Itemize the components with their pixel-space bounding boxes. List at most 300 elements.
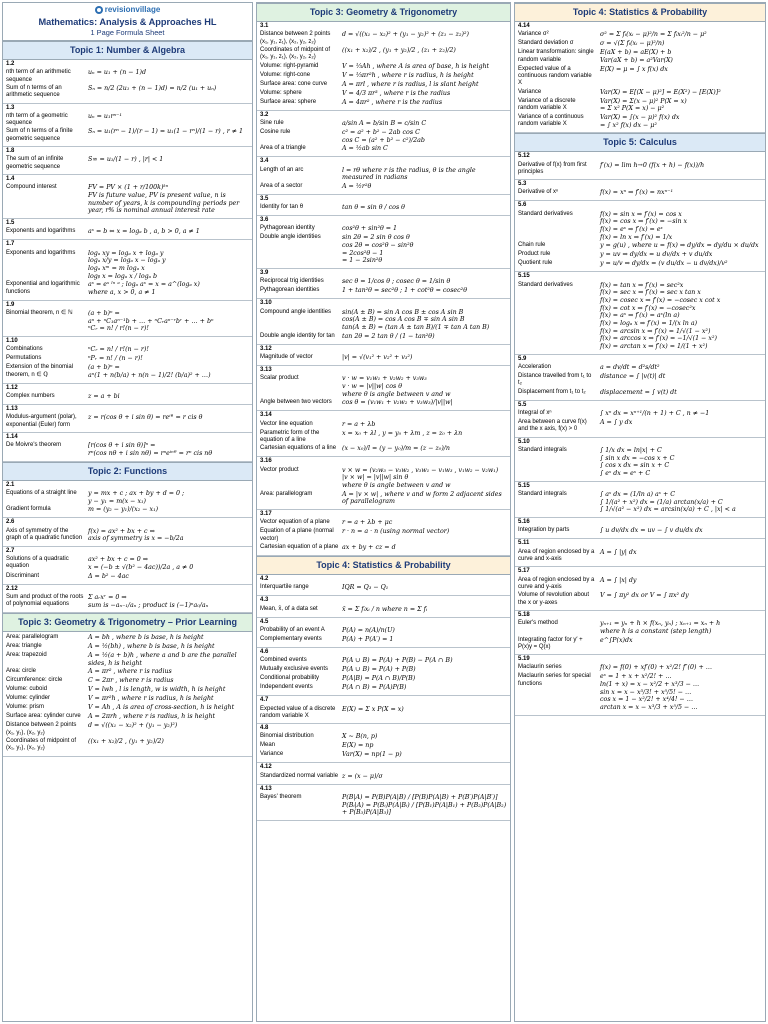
formula-expression: A = 2πrh , where r is radius, h is height: [88, 713, 216, 721]
formula-label: Volume: right-pyramid: [260, 62, 319, 69]
formula-row: [260, 234, 507, 265]
formula-section: [515, 438, 765, 482]
formula-row: [6, 528, 249, 543]
formula-expression: |v| = √(v₁² + v₂² + v₃²): [342, 354, 413, 362]
formula-section: [257, 457, 510, 510]
formula-expression: displacement = ∫ v(t) dt: [600, 388, 677, 396]
formula-row: [518, 66, 762, 88]
formula-row: [260, 90, 507, 98]
section-number: 1.10: [6, 338, 18, 345]
sheet-header: [3, 3, 252, 41]
formula-label: Identity for tan θ: [260, 204, 304, 211]
formula-row: [518, 577, 762, 592]
formula-row: [260, 445, 507, 453]
formula-row: [518, 114, 762, 129]
section-number: 5.5: [518, 401, 527, 408]
formula-section: [515, 482, 765, 518]
formula-row: [260, 183, 507, 191]
formula-expression: tan θ = sin θ / cos θ: [342, 204, 405, 212]
formula-label: Area between a curve f(x) and the x axis, f(x) > 0: [518, 419, 587, 433]
formula-label: Surface area: cone curve: [260, 80, 328, 87]
formula-label: Cartesian equation of a plane: [260, 543, 339, 550]
formula-section: [3, 175, 252, 219]
formula-row: [518, 673, 762, 711]
formula-section: [257, 157, 510, 195]
formula-expression: a = dv/dt = d²s/dt²: [600, 364, 660, 372]
formula-expression: FV = PV × (1 + r/100k)ᵏⁿ FV is future value, PV is present value, n is number of years, k is compounding periods per year, r% is nominal annual interest rate: [88, 184, 240, 215]
formula-label: Combinations: [6, 346, 43, 353]
column-1-body: [3, 41, 252, 757]
formula-expression: A = ½r²θ: [342, 182, 372, 190]
formula-row: [518, 373, 762, 388]
formula-row: [260, 278, 507, 286]
formula-row: [260, 287, 507, 295]
formula-row: [260, 666, 507, 674]
formula-row: [6, 228, 249, 236]
section-number: 5.16: [518, 519, 530, 526]
formula-row: [260, 167, 507, 182]
section-number: 1.14: [6, 433, 18, 440]
section-number: 5.11: [518, 540, 530, 547]
formula-expression: V = ⅓πr²h , where r is radius, h is height: [342, 71, 474, 79]
formula-row: [260, 636, 507, 644]
formula-label: Derivative of xⁿ: [518, 189, 559, 196]
formula-row: [260, 99, 507, 107]
formula-label: Mutually exclusive events: [260, 666, 329, 673]
formula-label: Distance travelled from t₁ to t₂: [518, 373, 592, 387]
formula-label: Linear transformation: single random variable: [518, 49, 594, 63]
formula-row: [518, 549, 762, 564]
formula-row: [6, 85, 249, 100]
formula-row: [518, 419, 762, 434]
section-number: 4.3: [260, 597, 269, 604]
formula-row: [6, 738, 249, 753]
section-number: 1.2: [6, 60, 15, 67]
formula-row: [260, 684, 507, 692]
formula-expression: ((x₁ + x₂)/2 , (y₁ + y₂)/2 , (z₁ + z₂)/2): [342, 46, 456, 54]
topic-heading: Topic 1: Number & Algebra: [3, 41, 252, 60]
formula-expression: Var(X) = Σ(x − μ)² P(X = x) = Σ x² P(X = x) − μ²: [600, 97, 687, 113]
formula-row: [518, 491, 762, 514]
formula-section: [515, 152, 765, 180]
formula-expression: A = ½(bh) , where b is base, h is height: [88, 643, 215, 651]
formula-expression: ax + by + cz = d: [342, 543, 396, 551]
formula-row: [260, 309, 507, 332]
formula-row: [518, 89, 762, 97]
formula-row: [260, 145, 507, 153]
formula-section: [3, 632, 252, 757]
formula-label: Probability of an event A: [260, 626, 325, 633]
formula-section: [3, 337, 252, 384]
formula-label: Variance of a continuous random variable X: [518, 113, 584, 128]
formula-label: Surface area: sphere: [260, 98, 317, 105]
formula-expression: Sₙ = n/2 (2u₁ + (n − 1)d) = n/2 (u₁ + uₙ): [88, 84, 217, 92]
formula-expression: σ = √(Σ fᵢ(xᵢ − μ)²/n): [600, 40, 665, 48]
formula-section: [257, 411, 510, 457]
formula-section: [3, 481, 252, 519]
formula-row: [518, 260, 762, 268]
formula-label: Standard deviation σ: [518, 40, 574, 47]
formula-label: Mean, x̄, of a data set: [260, 605, 318, 612]
formula-label: Sum and product of the roots of polynomial equations: [6, 593, 84, 608]
formula-expression: r = a + λb + μc: [342, 519, 393, 527]
formula-section: [257, 366, 510, 411]
formula-expression: A = ∫ |y| dx: [600, 548, 637, 556]
formula-label: Exponential and logarithmic functions: [6, 281, 80, 295]
formula-label: Double angle identity for tan: [260, 332, 335, 339]
formula-section: [3, 219, 252, 240]
section-number: 5.12: [518, 153, 530, 160]
formula-expression: x = x₀ + λl , y = y₀ + λm , z = z₀ + λn: [342, 429, 463, 437]
section-number: 3.17: [260, 511, 272, 518]
formula-expression: distance = ∫ |v(t)| dt: [600, 373, 666, 381]
formula-row: [6, 364, 249, 379]
formula-row: [260, 544, 507, 552]
formula-label: Sum of n terms of a finite geometric sequence: [6, 128, 73, 142]
formula-expression: P(A) + P(A′) = 1: [342, 635, 394, 643]
formula-section: [515, 539, 765, 567]
formula-label: Complex numbers: [6, 392, 55, 399]
formula-label: Coordinates of midpoint of (x₁, y₁), (x₂, y₂): [6, 738, 77, 752]
formula-expression: eˣ = 1 + x + x²/2! + … ln(1 + x) = x − x²/2 + x³/3 − … sin x = x − x³/3! + x⁵/5! − … cos x = 1 − x²/2! + x⁴/4! − … arctan x = x − x³/3 + x⁵/5 − …: [600, 673, 700, 712]
section-number: 4.13: [260, 785, 272, 792]
formula-label: Area: triangle: [6, 643, 42, 650]
section-number: 4.7: [260, 697, 269, 704]
brand-name: revisionvillage: [104, 5, 161, 14]
formula-label: Vector equation of a plane: [260, 519, 330, 526]
formula-label: Mean: [260, 742, 276, 749]
formula-label: Variance σ²: [518, 31, 549, 38]
formula-row: [260, 120, 507, 128]
formula-row: [260, 751, 507, 759]
formula-expression: P(B|A) = P(B)P(A|B) / [P(B)P(A|B) + P(B′)P(A|B′)] P(Bᵢ|A) = P(Bᵢ)P(A|Bᵢ) / [P(B₁)P(A|B₁) + P(B₂)P(A|B₂) + P(B₃)P(A|B₃)]: [342, 794, 507, 817]
formula-label: Bayes' theorem: [260, 794, 302, 801]
formula-section: [257, 216, 510, 269]
section-number: 5.15: [518, 482, 530, 489]
section-number: 3.13: [260, 367, 272, 374]
formula-row: [260, 706, 507, 721]
formula-row: [6, 346, 249, 354]
formula-row: [260, 225, 507, 233]
formula-label: Variance of a discrete random variable X: [518, 97, 576, 111]
formula-label: nth term of an arithmetic sequence: [6, 69, 71, 83]
section-number: 3.1: [260, 22, 269, 29]
formula-expression: v × w = (v₂w₃ − v₃w₂ , v₃w₁ − v₁w₃ , v₁w₂ − v₂w₁) |v × w| = |v||w| sin θ where θ is angle between v and w: [342, 466, 499, 490]
formula-section: [3, 147, 252, 175]
formula-expression: y = u/v ⇒ dy/dx = (v du/dx − u dv/dx)/v²: [600, 260, 728, 268]
formula-label: Expected value of a continuous random variable X: [518, 65, 592, 87]
formula-label: Pythagorean identity: [260, 225, 315, 232]
formula-label: Binomial theorem, n ∈ ℕ: [6, 310, 73, 316]
formula-expression: d = √((x₁ − x₂)² + (y₁ − y₂)²): [88, 722, 178, 730]
formula-label: Area of a sector: [260, 182, 303, 189]
formula-label: Parametric form of the equation of a line: [260, 429, 320, 444]
formula-label: Equation of a plane (normal vector): [260, 528, 334, 542]
formula-row: [518, 162, 762, 177]
formula-label: Area: trapezoid: [6, 652, 47, 659]
formula-row: [6, 594, 249, 609]
formula-label: Area: parallelogram: [260, 490, 313, 497]
formula-label: Compound angle identities: [260, 308, 332, 315]
formula-label: Integration by parts: [518, 527, 570, 534]
section-number: 3.16: [260, 458, 272, 465]
formula-row: [6, 442, 249, 457]
formula-label: Conditional probability: [260, 675, 320, 682]
formula-expression: f(x) = ax² + bx + c ⇒ axis of symmetry is x = −b/2a: [88, 527, 184, 543]
section-number: 2.7: [6, 547, 15, 554]
formula-row: [6, 722, 249, 737]
formula-label: Sum of n terms of an arithmetic sequence: [6, 84, 62, 99]
section-number: 1.4: [6, 176, 15, 183]
formula-expression: 1 + tan²θ = sec²θ ; 1 + cot²θ = cosec²θ: [342, 287, 467, 295]
section-number: 5.3: [518, 181, 527, 188]
formula-expression: P(A ∩ B) = P(A)P(B): [342, 684, 407, 692]
formula-expression: cos²θ + sin²θ = 1: [342, 225, 398, 233]
formula-expression: A = ½ab sin C: [342, 145, 388, 153]
formula-row: [518, 242, 762, 250]
formula-label: Combined events: [260, 657, 307, 664]
formula-row: [6, 686, 249, 694]
section-number: 4.14: [518, 22, 530, 29]
formula-expression: y = g(u) , where u = f(x) ⇒ dy/dx = dy/du × du/dx: [600, 242, 759, 250]
formula-expression: C = 2πr , where r is radius: [88, 677, 174, 685]
formula-row: [518, 282, 762, 351]
formula-row: [260, 606, 507, 614]
formula-label: Modulus-argument (polar), exponential (Euler) form: [6, 414, 77, 428]
formula-expression: tan 2θ = 2 tan θ / (1 − tan²θ): [342, 332, 435, 340]
formula-expression: ∫ aˣ dx = (1/ln a) aˣ + C ∫ 1/(a² + x²) dx = (1/a) arctan(x/a) + C ∫ 1/√(a² − x²) dx = arcsin(x/a) + C , |x| < a: [600, 491, 736, 514]
formula-expression: y = uv ⇒ dy/dx = u dv/dx + v du/dx: [600, 251, 713, 259]
formula-expression: uₙ = u₁ + (n − 1)d: [88, 69, 147, 77]
formula-expression: cos θ = (v₁w₁ + v₂w₂ + v₃w₃)/|v||w|: [342, 399, 453, 407]
formula-expression: A = ∫ |x| dy: [600, 576, 637, 584]
formula-row: [6, 184, 249, 215]
section-number: 1.7: [6, 241, 15, 248]
formula-expression: A = πrl , where r is radius, l is slant height: [342, 80, 479, 88]
formula-row: [260, 375, 507, 398]
formula-row: [518, 364, 762, 372]
formula-section: [3, 433, 252, 462]
formula-expression: IQR = Q₃ − Q₁: [342, 584, 389, 592]
formula-label: Exponents and logarithms: [6, 228, 76, 235]
formula-expression: d = √((x₁ − x₂)² + (y₁ − y₂)² + (z₁ − z₂)²): [342, 31, 469, 39]
formula-section: [3, 240, 252, 300]
formula-section: [515, 180, 765, 201]
formula-expression: A = ½(a + b)h , where a and b are the parallel sides, h is height: [88, 652, 237, 667]
formula-expression: [r(cos θ + i sin θ)]ⁿ = rⁿ(cos nθ + i sin nθ) = rⁿeⁱⁿᶿ = rⁿ cis nθ: [88, 442, 213, 457]
formula-row: [260, 773, 507, 781]
formula-expression: sin(A ± B) = sin A cos B ± cos A sin B cos(A ± B) = cos A cos B ∓ sin A sin B tan(A ± B) = (tan A ± tan B)/(1 ∓ tan A tan B): [342, 308, 490, 332]
formula-expression: V = ∫ πy² dx or V = ∫ πx² dy: [600, 592, 689, 600]
formula-row: [6, 556, 249, 571]
formula-label: Solutions of a quadratic equation: [6, 556, 69, 570]
formula-row: [260, 47, 507, 62]
formula-label: Chain rule: [518, 242, 546, 249]
formula-section: [3, 384, 252, 405]
formula-label: Exponents and logarithms: [6, 249, 76, 256]
formula-row: [518, 527, 762, 535]
section-number: 1.3: [6, 104, 15, 111]
formula-expression: ((x₁ + x₂)/2 , (y₁ + y₂)/2): [88, 738, 164, 746]
formula-row: [260, 627, 507, 635]
formula-expression: ⁿCᵣ = n! / r!(n − r)!: [88, 346, 149, 354]
formula-label: Circumference: circle: [6, 677, 63, 684]
formula-row: [260, 675, 507, 683]
formula-label: Extension of the binomial theorem, n ∈ ℚ: [6, 364, 74, 378]
formula-expression: Var(X) = E[(X − μ)²] = E(X²) − [E(X)]²: [600, 88, 721, 96]
formula-row: [6, 414, 249, 429]
topic-heading: Topic 3: Geometry & Trigonometry – Prior Learning: [3, 613, 252, 632]
formula-label: Volume: right-cone: [260, 71, 311, 78]
section-number: 5.10: [518, 438, 530, 445]
formula-row: [260, 129, 507, 144]
section-number: 3.12: [260, 345, 272, 352]
formula-label: Compound interest: [6, 184, 57, 191]
section-number: 1.5: [6, 220, 15, 227]
formula-expression: f(x) = xⁿ ⇒ f′(x) = nxⁿ⁻¹: [600, 189, 673, 197]
column-2-body: [257, 3, 510, 821]
formula-expression: z = (x − μ)/σ: [342, 772, 383, 780]
formula-expression: logₐ xy = logₐ x + logₐ y logₐ x/y = logₐ x − logₐ y logₐ xᵐ = m logₐ x logᵦ x = logₐ x / logₐ b: [88, 249, 166, 280]
section-number: 3.14: [260, 412, 272, 419]
formula-label: Volume: prism: [6, 704, 45, 711]
formula-expression: Var(X) = ∫(x − μ)² f(x) dx = ∫ x² f(x) dx − μ²: [600, 113, 680, 129]
formula-expression: c² = a² + b² − 2ab cos C cos C = (a² + b² − c²)/2ab: [342, 128, 425, 144]
formula-row: [260, 333, 507, 341]
formula-expression: E(X) = Σ x P(X = x): [342, 705, 404, 713]
formula-expression: sin 2θ = 2 sin θ cos θ cos 2θ = cos²θ − sin²θ = 2cos²θ − 1 = 1 − 2sin²θ: [342, 234, 414, 265]
topic-heading: Topic 4: Statistics & Probability: [515, 3, 765, 22]
formula-expression: r = a + λb: [342, 420, 376, 428]
formula-section: [515, 201, 765, 272]
formula-label: Expected value of a discrete random variable X: [260, 705, 336, 719]
formula-expression: E(X) = μ = ∫ x f(x) dx: [600, 65, 668, 73]
formula-expression: yₙ₊₁ = yₙ + h × f(xₙ, yₙ) ; xₙ₊₁ = xₙ + h where h is a constant (step length): [600, 620, 721, 635]
formula-expression: ∫ u dv/dx dx = uv − ∫ v du/dx dx: [600, 527, 703, 535]
formula-row: [6, 281, 249, 296]
revisionvillage-logo-icon: [95, 6, 103, 14]
formula-section: [3, 60, 252, 104]
brand: [3, 5, 252, 15]
formula-row: [260, 519, 507, 527]
formula-expression: e^∫P(x)dx: [600, 636, 633, 644]
formula-row: [518, 211, 762, 242]
formula-row: [6, 310, 249, 333]
column-2: [256, 2, 511, 1022]
formula-section: [515, 401, 765, 438]
formula-expression: V = πr²h , where r is radius, h is height: [88, 695, 214, 703]
formula-label: Interquartile range: [260, 584, 309, 591]
formula-expression: x̄ = Σ fᵢxᵢ / n where n = Σ fᵢ: [342, 605, 428, 613]
section-number: 5.9: [518, 355, 527, 362]
formula-row: [6, 393, 249, 401]
formula-expression: (x − x₀)/l = (y − y₀)/m = (z − z₀)/n: [342, 445, 450, 453]
section-number: 3.5: [260, 195, 269, 202]
formula-expression: sec θ = 1/cos θ ; cosec θ = 1/sin θ: [342, 278, 451, 286]
formula-section: [3, 518, 252, 547]
formula-row: [260, 63, 507, 71]
section-number: 5.17: [518, 568, 530, 575]
section-number: 4.6: [260, 648, 269, 655]
formula-label: Surface area: cylinder curve: [6, 713, 81, 720]
formula-row: [260, 31, 507, 46]
formula-label: Area: parallelogram: [6, 634, 59, 641]
formula-label: Maclaurin series: [518, 664, 562, 671]
formula-section: [257, 696, 510, 724]
formula-row: [260, 81, 507, 89]
formula-expression: f(x) = tan x ⇒ f′(x) = sec²x f(x) = sec x ⇒ f′(x) = sec x tan x f(x) = cosec x ⇒ f′(x) = −cosec x cot x f(x) = cot x ⇒ f′(x) = −cosec²x f(x) = aˣ ⇒ f′(x) = aˣ(ln a) f(x) = logₐ x ⇒ f′(x) = 1/(x ln a) f(x) = arcsin x ⇒ f′(x) = 1/√(1 − x²) f(x) = arccos x ⇒ f′(x) = −1/√(1 − x²) f(x) = arctan x ⇒ f′(x) = 1/(1 + x²): [600, 281, 721, 351]
formula-expression: (a + b)ⁿ = aⁿ + ⁿC₁aⁿ⁻¹b + … + ⁿCᵣaⁿ⁻ʳbʳ + … + bⁿ ⁿCᵣ = n! / r!(n − r)!: [88, 310, 214, 333]
formula-row: [6, 506, 249, 514]
formula-label: Gradient formula: [6, 506, 51, 513]
formula-expression: E(aX + b) = aE(X) + b Var(aX + b) = a²Var(X): [600, 49, 673, 64]
formula-row: [6, 668, 249, 676]
section-number: 1.13: [6, 405, 18, 412]
formula-label: Acceleration: [518, 364, 552, 371]
topic-heading: Topic 3: Geometry & Trigonometry: [257, 3, 510, 22]
formula-section: [3, 405, 252, 433]
formula-label: Scalar product: [260, 375, 299, 382]
section-number: 5.15: [518, 273, 530, 280]
formula-label: Axis of symmetry of the graph of a quadratic function: [6, 527, 83, 541]
formula-label: Sine rule: [260, 119, 284, 126]
formula-expression: X ~ B(n, p): [342, 733, 378, 741]
formula-section: [257, 269, 510, 299]
formula-expression: f′(x) = lim h→0 (f(x + h) − f(x))/h: [600, 161, 705, 169]
formula-section: [257, 618, 510, 648]
formula-label: Variance: [518, 88, 542, 95]
formula-label: Standard derivatives: [518, 210, 573, 217]
formula-expression: aˣ = eˣ ˡⁿ ᵃ ; logₐ aˣ = x = a^(logₐ x) where a, x > 0, a ≠ 1: [88, 281, 200, 297]
formula-expression: E(X) = np: [342, 742, 374, 750]
formula-label: Area of a triangle: [260, 145, 306, 152]
formula-label: Standard derivatives: [518, 281, 573, 288]
formula-expression: ∫ xⁿ dx = xⁿ⁺¹/(n + 1) + C , n ≠ −1: [600, 410, 710, 418]
formula-label: Double angle identities: [260, 234, 321, 241]
formula-expression: z = a + bi: [88, 392, 120, 400]
formula-expression: A = 4πr² , where r is the radius: [342, 98, 443, 106]
formula-section: [257, 575, 510, 596]
formula-label: Permutations: [6, 355, 42, 362]
column-3: [514, 2, 766, 1022]
formula-section: [3, 301, 252, 337]
formula-row: [518, 98, 762, 113]
topic-heading: Topic 5: Calculus: [515, 133, 765, 152]
formula-expression: Var(X) = np(1 − p): [342, 751, 402, 759]
formula-expression: uₙ = u₁rⁿ⁻¹: [88, 112, 122, 120]
formula-row: [260, 491, 507, 506]
formula-expression: Σ aᵣxʳ = 0 ⇒ sum is −aₙ₋₁/aₙ ; product is (−1)ⁿa₀/aₙ: [88, 593, 209, 609]
formula-label: Length of an arc: [260, 166, 304, 173]
section-number: 2.6: [6, 519, 15, 526]
formula-row: [260, 794, 507, 817]
formula-label: Integral of xⁿ: [518, 410, 552, 417]
formula-expression: S∞ = u₁/(1 − r) , |r| < 1: [88, 156, 164, 164]
formula-section: [515, 22, 765, 133]
formula-row: [518, 592, 762, 607]
formula-row: [260, 733, 507, 741]
formula-label: Complementary events: [260, 635, 322, 642]
formula-label: Vector line equation: [260, 420, 313, 427]
formula-label: Cartesian equations of a line: [260, 445, 337, 452]
formula-section: [257, 724, 510, 763]
formula-label: Independent events: [260, 684, 313, 691]
section-number: 5.6: [518, 202, 527, 209]
formula-row: [518, 189, 762, 197]
formula-section: [257, 763, 510, 784]
formula-row: [260, 528, 507, 543]
formula-section: [257, 648, 510, 696]
